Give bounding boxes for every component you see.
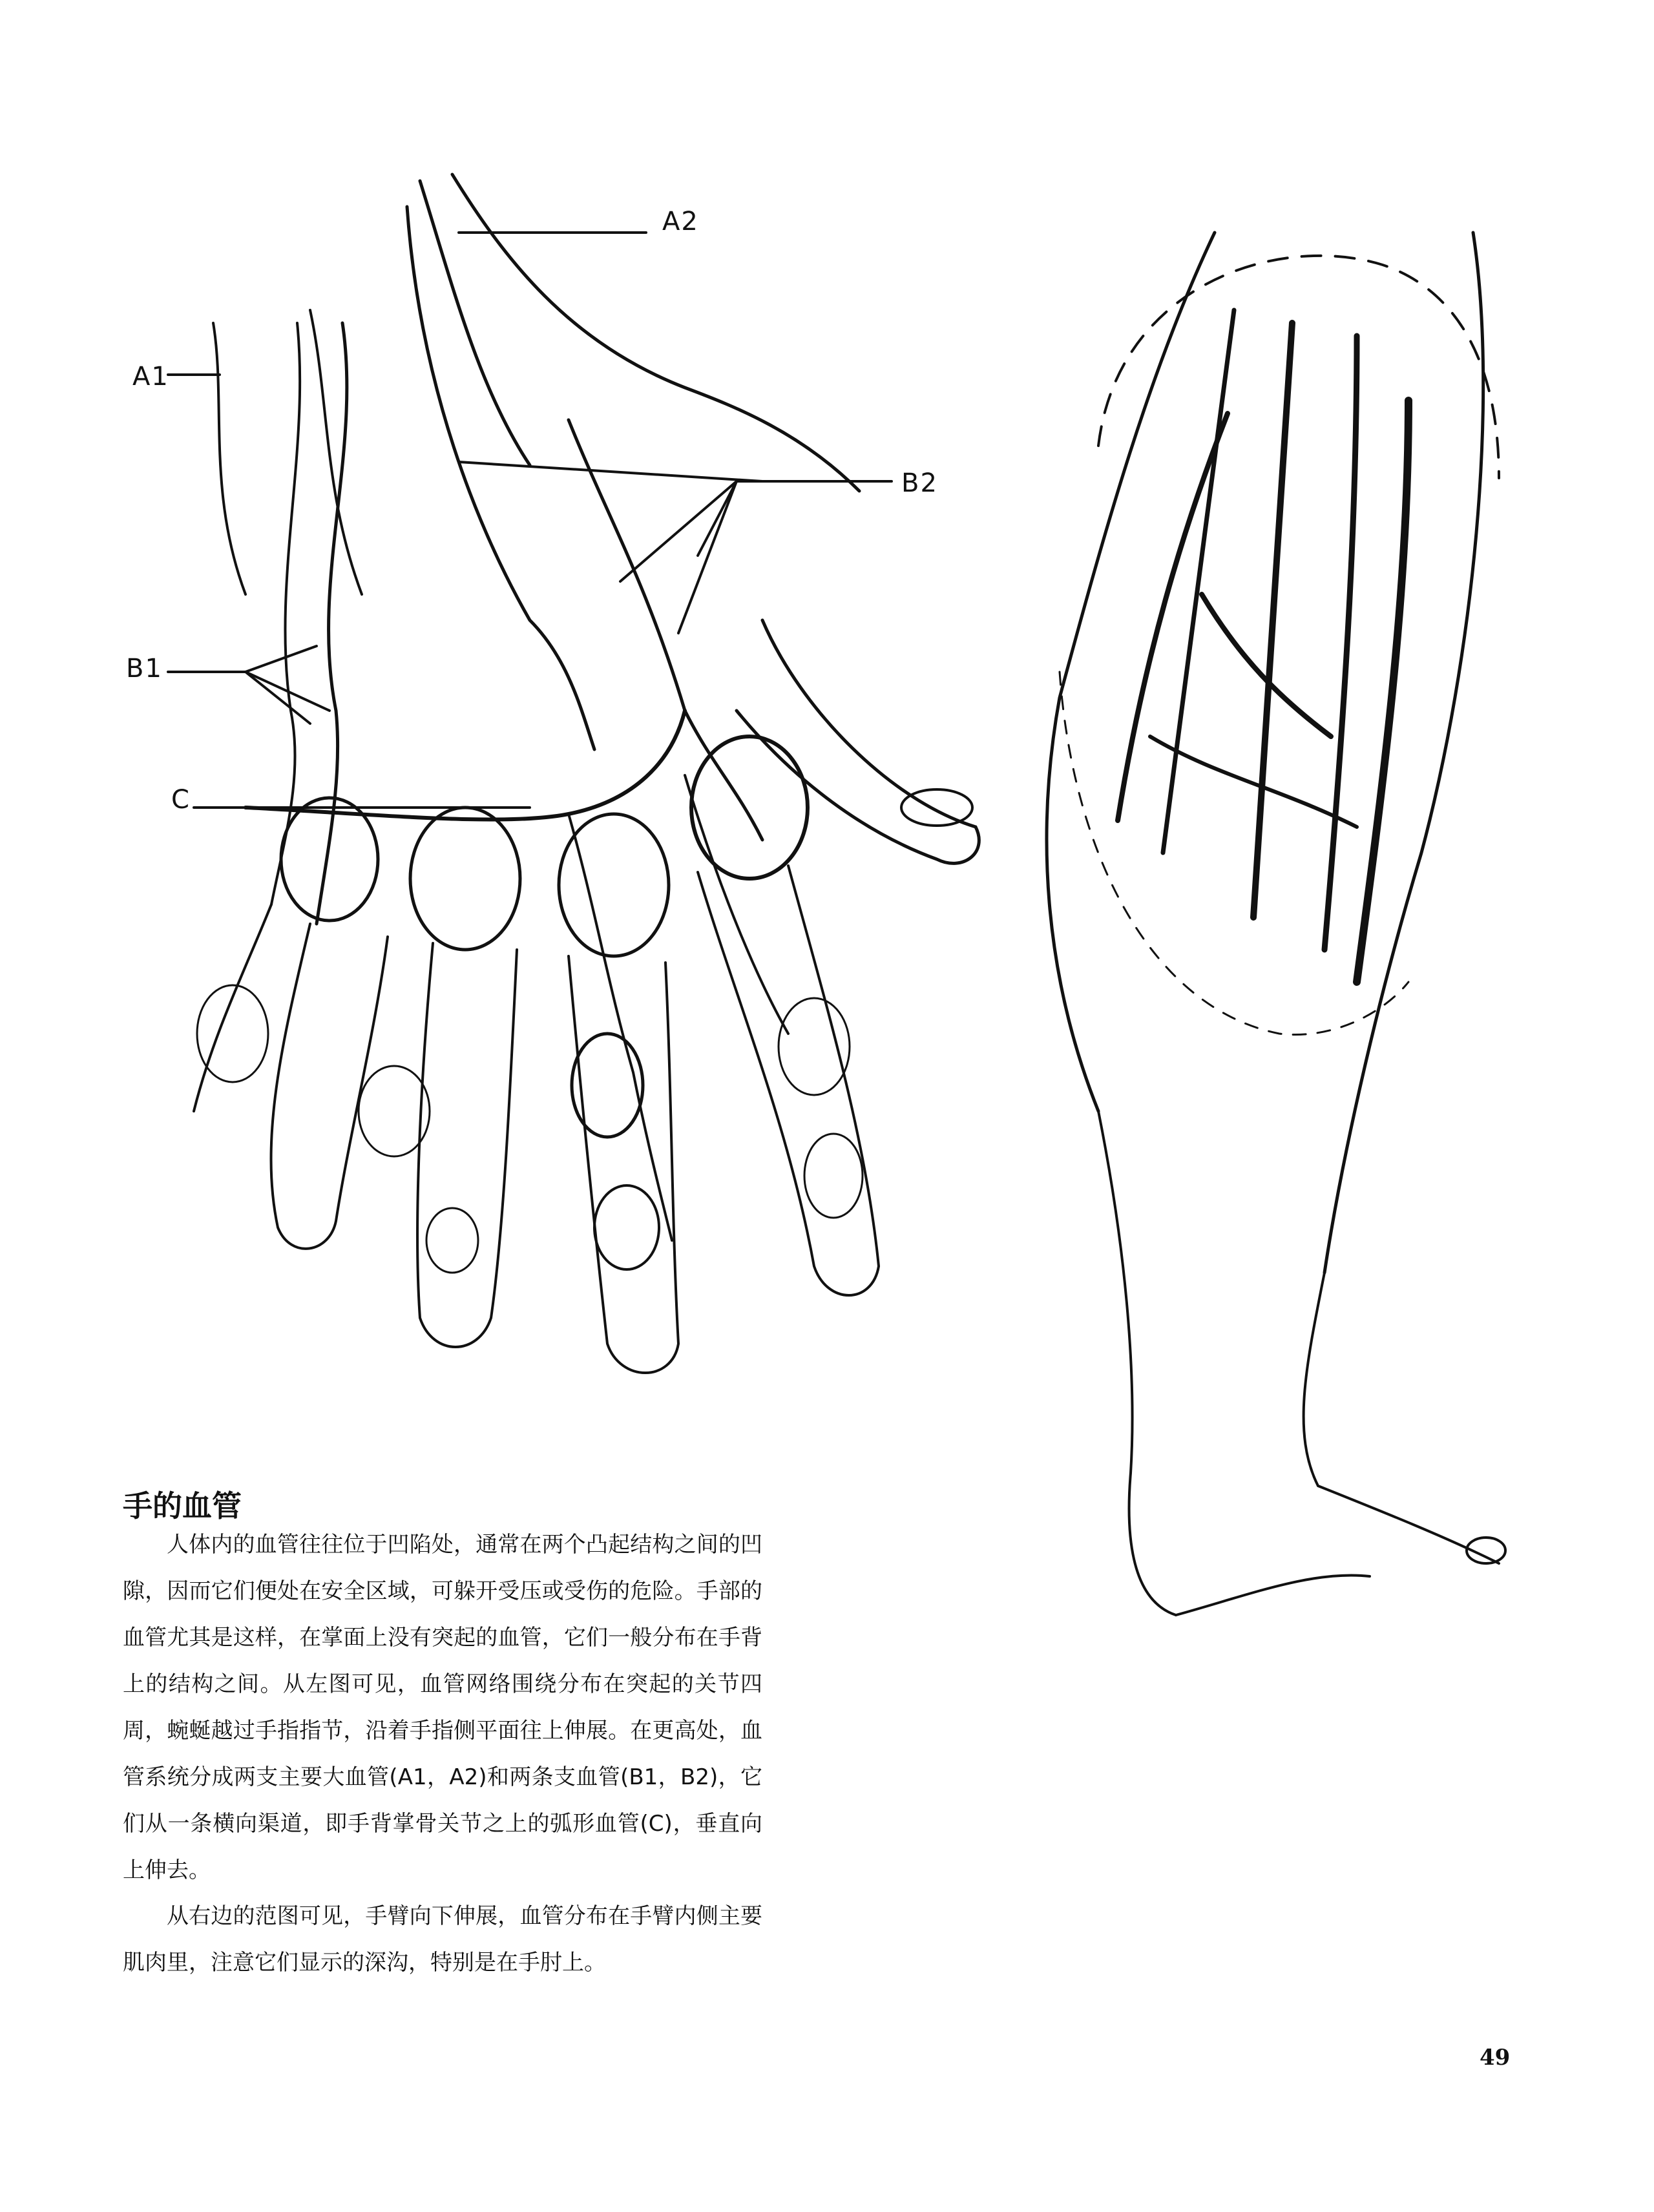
label-a1: A1: [132, 362, 169, 391]
section-heading: 手的血管: [123, 1488, 242, 1523]
arm-veins-illustration: [1021, 207, 1512, 1628]
body-paragraph-2: 从右边的范图可见，手臂向下伸展，血管分布在手臂内侧主要肌肉里，注意它们显示的深沟，特别是在手肘上。: [123, 1903, 762, 1976]
label-c: C: [171, 785, 191, 815]
label-b1: B1: [126, 654, 163, 683]
body-paragraph-1: 人体内的血管往往位于凹陷处，通常在两个凸起结构之间的凹隙，因而它们便处在安全区域，可躲开受压或受伤的危险。手部的血管尤其是这样，在掌面上没有突起的血管，它们一般分布在手背上的结构之间。从左图可见，血管网络围绕分布在突起的关节四周，蜿蜒越过手指指节，沿着手指侧平面往上伸展。在更高处，血管系统分成两支主要大血管(A1，A2)和两条支血管(B1，B2)，它们从一条横向渠道，即手背掌骨关节之上的弧形血管(C)，垂直向上伸去。: [123, 1532, 762, 1883]
hand-veins-illustration: [116, 129, 982, 1395]
page-number: 49: [1480, 2045, 1511, 2071]
label-a2: A2: [662, 207, 699, 236]
label-b2: B2: [901, 468, 938, 498]
